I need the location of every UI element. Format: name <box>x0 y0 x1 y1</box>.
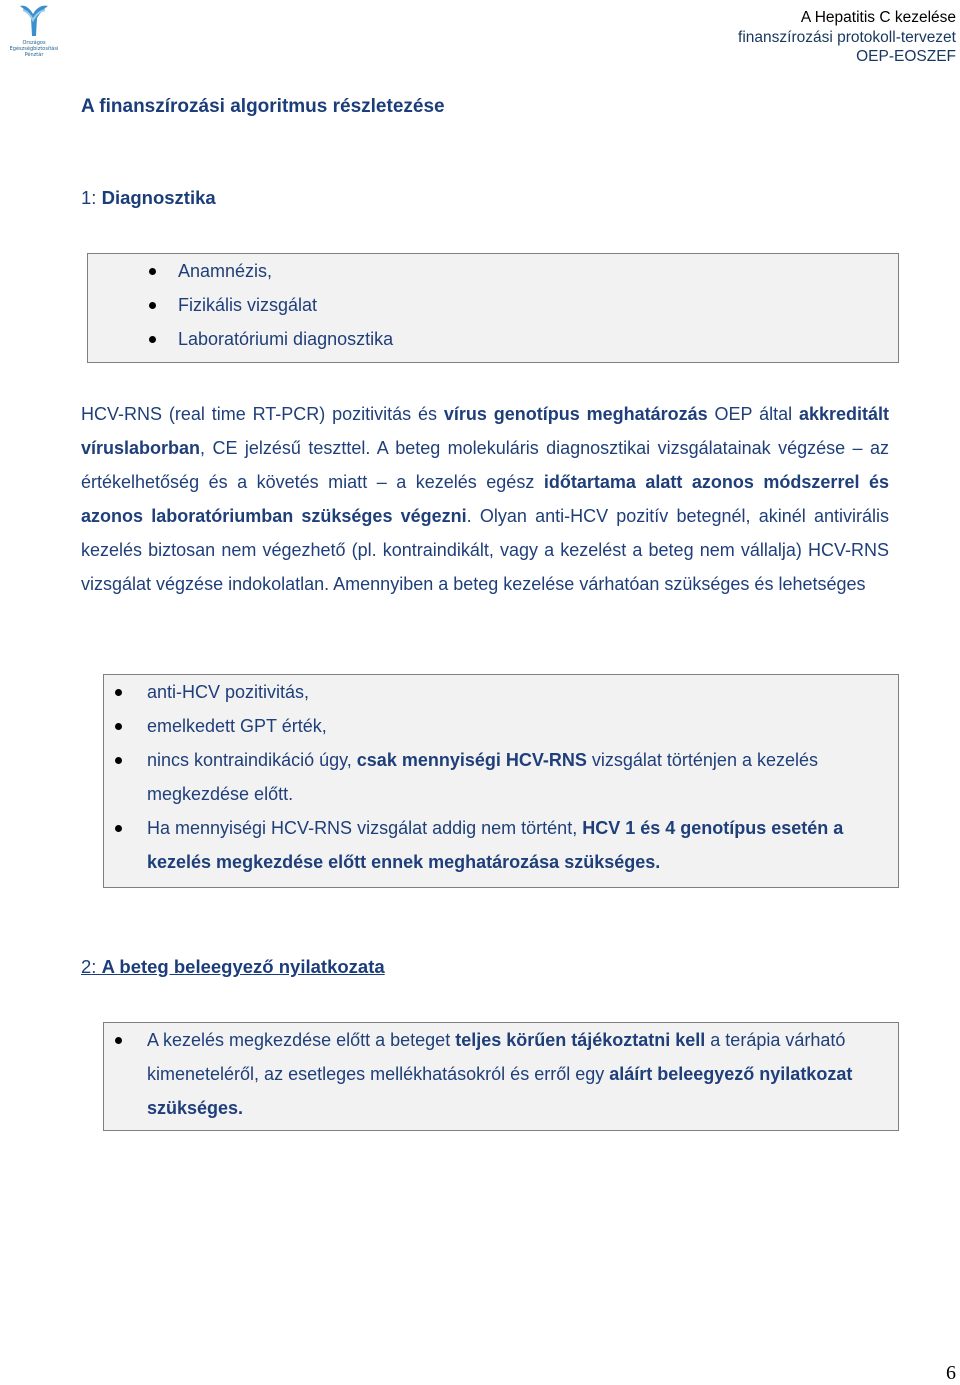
consent-box <box>103 1022 899 1131</box>
list-item: Fizikális vizsgálat <box>178 288 898 322</box>
oep-logo <box>2 2 66 56</box>
section-1-heading: 1: Diagnosztika <box>81 187 216 208</box>
list-item: nincs kontraindikáció úgy, csak mennyiségi HCV-RNS vizsgálat történjen a kezelés megkezdése előtt. <box>147 743 888 811</box>
list-item: Ha mennyiségi HCV-RNS vizsgálat addig nem történt, HCV 1 és 4 genotípus esetén a kezelés megkezdése előtt ennek meghatározása szükséges. <box>147 811 888 879</box>
section-2-number: 2 <box>81 956 92 977</box>
running-header <box>738 8 956 67</box>
header-line-2: finanszírozási protokoll-tervezet <box>738 28 956 46</box>
logo-text: Országos Egészségbiztosítási Pénztár <box>9 40 59 58</box>
hcv-rns-paragraph: HCV-RNS (real time RT-PCR) pozitivitás és vírus genotípus meghatározás OEP által akkreditált víruslaborban, CE jelzésű teszttel. A beteg molekuláris diagnosztikai vizsgálatainak végzése – az értékelhetőség és a követés miatt – a kezelés egész időtartama alatt azonos módszerrel és azonos laboratóriumban szükséges végezni. Olyan anti-HCV pozitív betegnél, akinél antivirális kezelés biztosan nem végezhető (pl. kontraindikált, vagy a kezelést a beteg nem vállalja) HCV-RNS vizsgálat végzése indokolatlan. Amennyiben a beteg kezelése várhatóan szükséges és lehetséges <box>81 404 889 594</box>
treatment-conditions-box <box>103 674 899 888</box>
section-1-number: 1 <box>81 187 92 208</box>
page-title: A finanszírozási algoritmus részletezése <box>81 96 445 117</box>
list-item: A kezelés megkezdése előtt a beteget teljes körűen tájékoztatni kell a terápia várható kimeneteléről, az esetleges mellékhatásokról és erről egy aláírt beleegyező nyilatkozat szükséges. <box>147 1023 888 1125</box>
list-item: emelkedett GPT érték, <box>147 709 888 743</box>
list-item: Anamnézis, <box>178 254 898 288</box>
header-line-3: OEP-EOSZEF <box>856 48 956 65</box>
oep-logo-icon <box>17 2 51 40</box>
list-item: Laboratóriumi diagnosztika <box>178 322 898 356</box>
section-1-title: Diagnosztika <box>101 187 216 208</box>
page-number: 6 <box>946 1362 956 1384</box>
header-line-1: A Hepatitis C kezelése <box>800 9 956 26</box>
diagnostics-box <box>87 253 899 363</box>
list-item: anti-HCV pozitivitás, <box>147 675 888 709</box>
section-2-title: A beteg beleegyező nyilatkozata <box>101 956 385 977</box>
section-2-heading: 2: A beteg beleegyező nyilatkozata <box>81 956 385 977</box>
